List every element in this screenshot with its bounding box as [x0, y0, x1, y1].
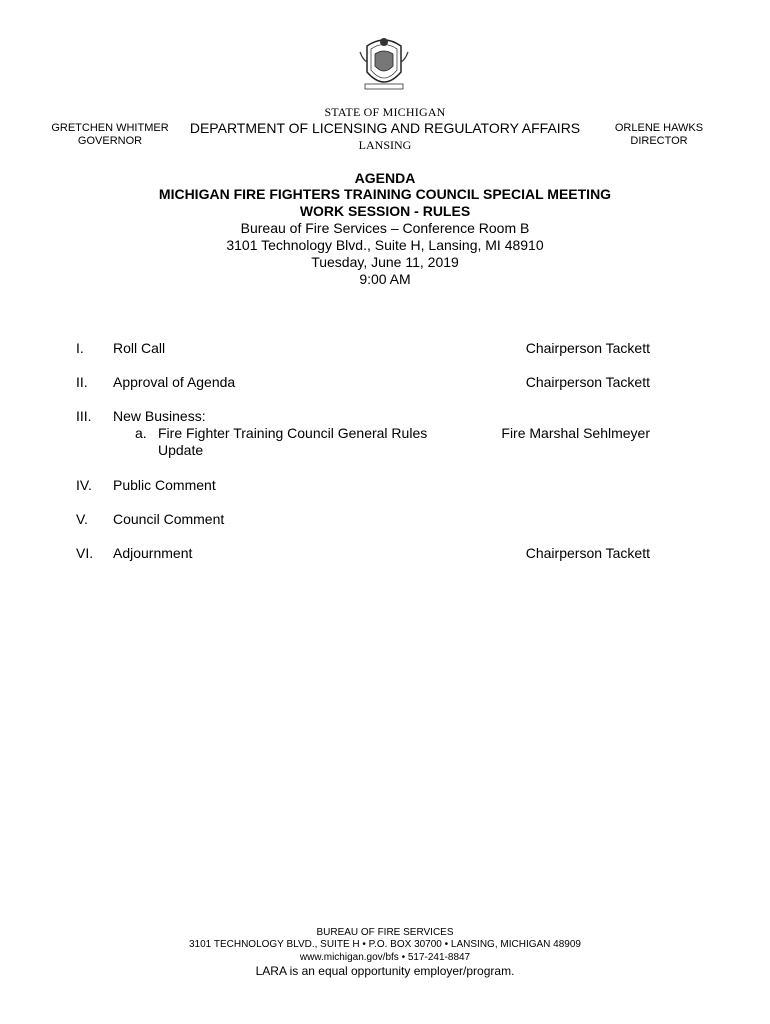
meeting-address: 3101 Technology Blvd., Suite H, Lansing, MI 48910 [226, 237, 544, 253]
item-presenter: Chairperson Tackett [525, 374, 650, 390]
subitem-label-line1: Fire Fighter Training Council General Rules [158, 425, 428, 441]
session-title: WORK SESSION - RULES [299, 203, 471, 219]
item-number: V. [76, 511, 88, 527]
subitem-label-line2: Update [158, 442, 204, 458]
item-label: Roll Call [113, 340, 166, 356]
item-number: I. [76, 340, 84, 356]
footer-address: 3101 TECHNOLOGY BLVD., SUITE H • P.O. BOX 30700 • LANSING, MICHIGAN 48909 [189, 939, 581, 950]
item-number: VI. [76, 545, 94, 561]
footer-contact: www.michigan.gov/bfs • 517-241-8847 [299, 952, 471, 963]
meeting-location: Bureau of Fire Services – Conference Room B [240, 220, 530, 236]
subitem-letter: a. [135, 425, 147, 441]
item-label: Council Comment [113, 511, 225, 527]
item-label: Public Comment [113, 477, 216, 493]
city-line: LANSING [358, 138, 412, 152]
item-label: New Business: [113, 408, 206, 424]
director-name: ORLENE HAWKS [614, 122, 704, 134]
state-line: STATE OF MICHIGAN [324, 105, 446, 119]
agenda-heading: AGENDA [354, 170, 416, 186]
governor-title: GOVERNOR [77, 135, 143, 147]
item-number: IV. [76, 477, 92, 493]
item-label: Adjournment [113, 545, 193, 561]
director-title: DIRECTOR [630, 135, 688, 147]
item-presenter: Chairperson Tackett [525, 545, 650, 561]
meeting-date: Tuesday, June 11, 2019 [311, 254, 459, 270]
item-presenter: Chairperson Tackett [525, 340, 650, 356]
item-label: Approval of Agenda [113, 374, 236, 390]
director-block [594, 122, 724, 148]
meeting-time: 9:00 AM [359, 271, 411, 287]
department-name: DEPARTMENT OF LICENSING AND REGULATORY AFFAIRS [189, 120, 581, 136]
footer-eeo-statement: LARA is an equal opportunity employer/program. [255, 964, 515, 978]
state-seal-icon [357, 32, 411, 94]
item-number: II. [76, 374, 88, 390]
item-number: III. [76, 408, 92, 424]
governor-name: GRETCHEN WHITMER [51, 122, 169, 134]
footer-bureau: BUREAU OF FIRE SERVICES [316, 927, 454, 938]
meeting-title: MICHIGAN FIRE FIGHTERS TRAINING COUNCIL SPECIAL MEETING [158, 186, 612, 202]
subitem-presenter: Fire Marshal Sehlmeyer [501, 425, 650, 441]
